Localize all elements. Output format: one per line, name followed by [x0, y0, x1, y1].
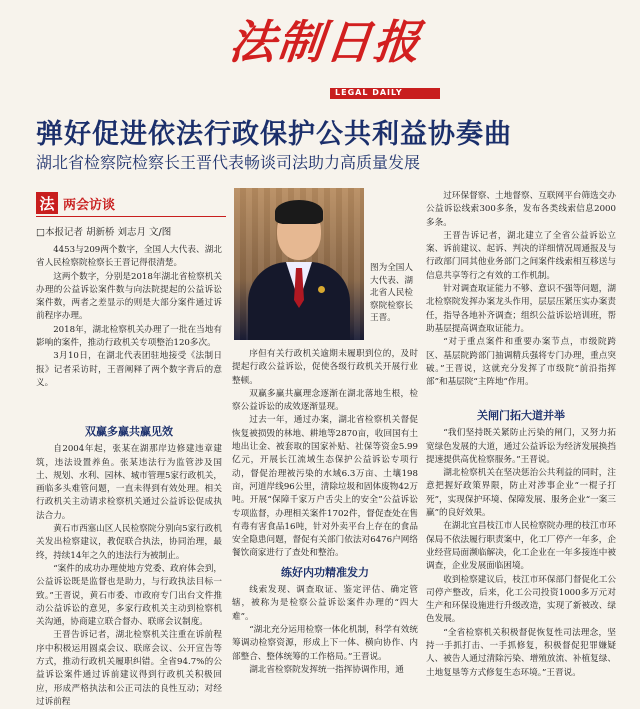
- column-3-lower: [426, 404, 616, 680]
- section-badge: [36, 192, 115, 214]
- badge-divider: [36, 216, 226, 217]
- masthead-english: LEGAL DAILY: [335, 88, 403, 97]
- headline: 弹好促进依法行政保护公共利益协奏曲: [36, 119, 512, 150]
- column-1: [36, 244, 222, 390]
- paragraph: 湖北检察机关在坚决惩治公共利益的同时，注意把握好政策界限，防止对涉事企业“一棍子打死”，实现保护环境、保障发展、服务企业“一案三赢”的良好效果。: [426, 468, 616, 519]
- paragraph: 序但有关行政机关逾期未履职到位的，及时提起行政公益诉讼，促使各级行政机关开展行业整顿。: [232, 349, 418, 386]
- section-title-1: 双赢多赢共赢见效: [85, 425, 173, 438]
- paragraph: 线索发现、调查取证、鉴定评估、确定管辖，被称为是检察公益诉讼案件办理的“四大难”。: [232, 585, 418, 622]
- section-title-2: 练好内功精准发力: [281, 565, 369, 579]
- paragraph: 湖北省检察院发挥统一指挥协调作用，通: [249, 664, 404, 675]
- portrait-photo: [234, 188, 364, 340]
- paragraph: 3月10日，在湖北代表团驻地接受《法制日报》记者采访时，王晋阐释了两个数字背后的意义。: [36, 351, 222, 388]
- paragraph: 针对调查取证能力不够、意识不强等问题，湖北检察院发挥办案龙头作用，层层压紧压实办案责任，指导各地补齐调查；组织公益诉讼培训班，帮助基层提高调查取证能力。: [426, 284, 616, 334]
- column-2: [232, 348, 418, 677]
- paragraph: 黄石市西塞山区人民检察院分别向5家行政机关发出检察建议，教促联合执法，协同治理，最终，持续14年之久的违法行为被制止。: [36, 524, 222, 561]
- paragraph: 在湖北宜昌枝江市人民检察院办理的枝江市环保局不依法履行职责案中，化工厂停产一年多，企业经营局面濒临解决，化工企业在一年多接连中被调查，企业发展面临困境。: [426, 521, 616, 572]
- paragraph: “湖北充分运用检察一体化机制，科学有效统筹调动检察资源，形成上下一体、横向协作、内部整合、整体统筹的工作格局。”王晋说。: [232, 624, 418, 662]
- paragraph: 过环保督察、土地督察、互联网平台筛选交办公益诉讼线索300多条，发布各类线索信息2000多条。: [426, 191, 616, 228]
- paragraph: “全省检察机关积极督促恢复性司法理念，坚持一手抓打击、一手抓修复，积极督促犯罪嫌疑人、被告人通过清除污染、增殖放流、补植复绿、土地复垦等方式修复生态环境。”王晋说。: [426, 627, 616, 678]
- paragraph: 收到检察建议后，枝江市环保部门督促化工公司停产整改，后来，化工公司投资1000多万元对生产和环保设施进行升级改造，实现了新被改、绿色发展。: [426, 574, 616, 625]
- paragraph: 4453与209两个数字，全国人大代表、湖北省人民检察院检察长王晋记得很清楚。: [36, 245, 222, 269]
- masthead: [200, 4, 440, 102]
- paragraph: “对于重点案件和重要办案节点，市级院跨区、基层院跨部门抽调精兵强将专门办理，重点突破。”王晋说，这就充分发挥了市级院“前沿指挥部”和基层院“主阵地”作用。: [426, 337, 616, 388]
- column-3: [426, 190, 616, 389]
- paragraph: “案件的成功办理使地方党委、政府体会到，公益诉讼既是监督也是助力，与行政执法目标一致。”王晋说，黄石市委、市政府专门出台文件推动公益诉讼的意见，多家行政机关主动到检察机关沟通，协商建立联合督办、联席会议制度。: [36, 563, 222, 628]
- paragraph: 王晋告诉记者，湖北建立了全省公益诉讼立案、诉前建议、起诉、判决的详细情况周通报及与行政部门同其他业务部门之间案件线索相互移送与信息共享等行之有效的工作机制。: [426, 230, 616, 281]
- masthead-title: 法制日报: [226, 15, 425, 69]
- paragraph: 自2004年起，张某在湖那岸边修建违章建筑，违法设置养鱼。张某违法行为监管涉及国土、规划、水利、园林、城市管理5家行政机关，画临多头难管问题，一直未得到有效处理。相关行政机关主动请求检察机关通过公益诉讼促成执法合力。: [36, 444, 222, 521]
- subheadline: 湖北省检察院检察长王晋代表畅谈司法助力高质量发展: [36, 153, 421, 172]
- badge-label: 两会访谈: [63, 197, 116, 213]
- section-title-3: 关闸门拓大道并举: [477, 409, 565, 422]
- paragraph: 双赢多赢共赢理念逐渐在湖北落地生根，检察公益诉讼的成效逐渐显现。: [232, 388, 418, 413]
- paragraph: 2018年，湖北检察机关办理了一批在当地有影响的案件，推动行政机关专项整治120多次。: [36, 324, 222, 349]
- paragraph: “我们坚持既关紧防止污染的闸门，又努力拓宽绿色发展的大道，通过公益诉讼为经济发展换挡提速提供高优检察服务。”王晋说。: [426, 428, 616, 465]
- badge-mark-icon: 法: [36, 192, 58, 214]
- column-1-lower: [36, 420, 222, 709]
- paragraph: 这两个数字，分别是2018年湖北省检察机关办理的公益诉讼案件数与向法院提起的公益诉讼案件数，两者之差显示的则是大部分案件通过诉前程序办理。: [36, 271, 222, 322]
- paragraph: 王晋告诉记者，湖北检察机关注重在诉前程序中积极运用圆桌会议、联席会议、公开宣告等方式，推动行政机关履职纠错。全省94.7%的公益诉讼案件通过诉前建议得到行政机关积极回应，形成严格执法和公正司法的良性互动；对经过诉前程: [36, 630, 222, 707]
- byline: □本报记者 胡新桥 刘志月 文/图: [36, 227, 172, 238]
- photo-caption: 图为全国人大代表、湖北省人民检察院检察长王晋。: [370, 263, 413, 323]
- paragraph: 过去一年，通过办案，湖北省检察机关督促恢复被损毁的林地、耕地等2870亩，收回国有土地出让金、被套取的国家补贴、社保等资金5.99亿元，开展长江流域生态保护公益诉讼专项行动，督促治理被污染的水域6.3万亩、土壤198亩，河道岸线96公里，清除垃圾和固体废物42万吨。开展“保障千家万户舌尖上的安全”公益诉讼专项监督，办理相关案件1702件，督促查处在售有毒有害食品16吨，针对外卖平台上存在的食品安全隐患问题，督促有关部门依法对6476户网络餐饮商家进行了查处和整治。: [232, 415, 418, 559]
